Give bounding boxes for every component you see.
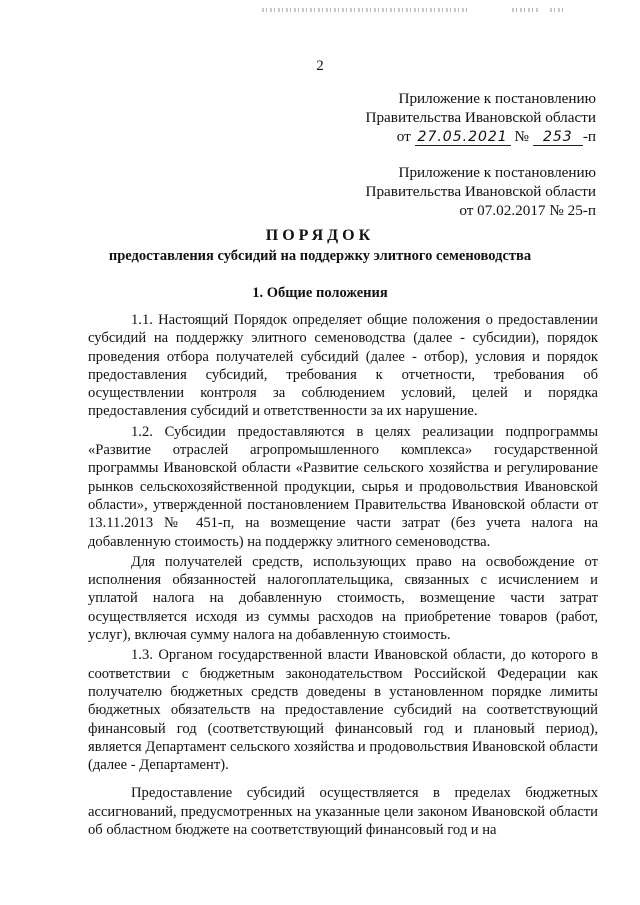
document-body xyxy=(88,311,598,839)
paragraph-vat-exemption: Для получателей средств, использующих право на освобождение от исполнения обязанностей налогоплательщика, связанных с исчислением и уплатой налога на добавленную стоимость, возмещение части затрат осуществляется исходя из суммы расходов на приобретение товаров (работ, услуг), включая сумму налога на добавленную стоимость. xyxy=(88,553,598,644)
appendix-line-2: Правительства Ивановской области xyxy=(365,183,596,200)
number-label: № xyxy=(514,128,530,145)
from-label: от xyxy=(396,128,411,145)
appendix-line-1: Приложение к постановлению xyxy=(398,90,596,107)
paragraph-1-1: 1.1. Настоящий Порядок определяет общие положения о предоставлении субсидий на поддержку элитного семеноводства (далее - субсидии), порядок проведения отбора получателей субсидий (далее - отбор), условия и порядок предоставления субсидий, требования к отчетности, требования об осуществлении контроля за соблюдением условий, целей и порядка предоставления субсидий и ответственности за их нарушение. xyxy=(88,312,598,420)
document-title: ПОРЯДОК xyxy=(265,227,375,244)
page-number: 2 xyxy=(316,58,324,74)
appendix-block-current xyxy=(366,89,597,146)
handwritten-number: 253 xyxy=(533,129,583,146)
paragraph-1-3: 1.3. Органом государственной власти Ивановской области, до которого в соответствии с бюджетным законодательством Российской Федерации как получателю бюджетных средств доведены в установленном порядке лимиты бюджетных обязательств на предоставление субсидий на соответствующий финансовый год (соответствующий финансовый год и плановый период), является Департамент сельского хозяйства и продовольствия Ивановской области (далее - Департамент). xyxy=(88,647,598,774)
appendix-date-number-line xyxy=(366,127,597,146)
appendix-line-3: от 07.02.2017 № 25-п xyxy=(459,202,596,219)
appendix-line-1: Приложение к постановлению xyxy=(398,164,596,181)
document-subtitle: предоставления субсидий на поддержку элитного семеноводства xyxy=(108,248,532,264)
scan-artifact xyxy=(512,8,540,12)
scan-artifact xyxy=(262,8,468,12)
appendix-line-2: Правительства Ивановской области xyxy=(365,109,596,126)
appendix-block-original xyxy=(366,163,597,220)
number-suffix: -п xyxy=(582,128,596,145)
paragraph-1-2: 1.2. Субсидии предоставляются в целях реализации подпрограммы «Развитие отраслей агропромышленного комплекса» государственной программы Ивановской области «Развитие сельского хозяйства и регулирование рынков сельскохозяйственной продукции, сырья и продовольствия Ивановской области», утвержденной постановлением Правительства Ивановской области от 13.11.2013 № 451-п, на возмещение части затрат (без учета налога на добавленную стоимость) на поддержку элитного семеноводства. xyxy=(88,423,598,550)
paragraph-budget-limits: Предоставление субсидий осуществляется в пределах бюджетных ассигнований, предусмотренных на указанные цели законом Ивановской области об областном бюджете на соответствующий финансовый год и на xyxy=(88,785,598,839)
scan-artifact xyxy=(550,8,564,12)
handwritten-date: 27.05.2021 xyxy=(415,129,511,146)
section-heading: 1. Общие положения xyxy=(252,285,388,301)
